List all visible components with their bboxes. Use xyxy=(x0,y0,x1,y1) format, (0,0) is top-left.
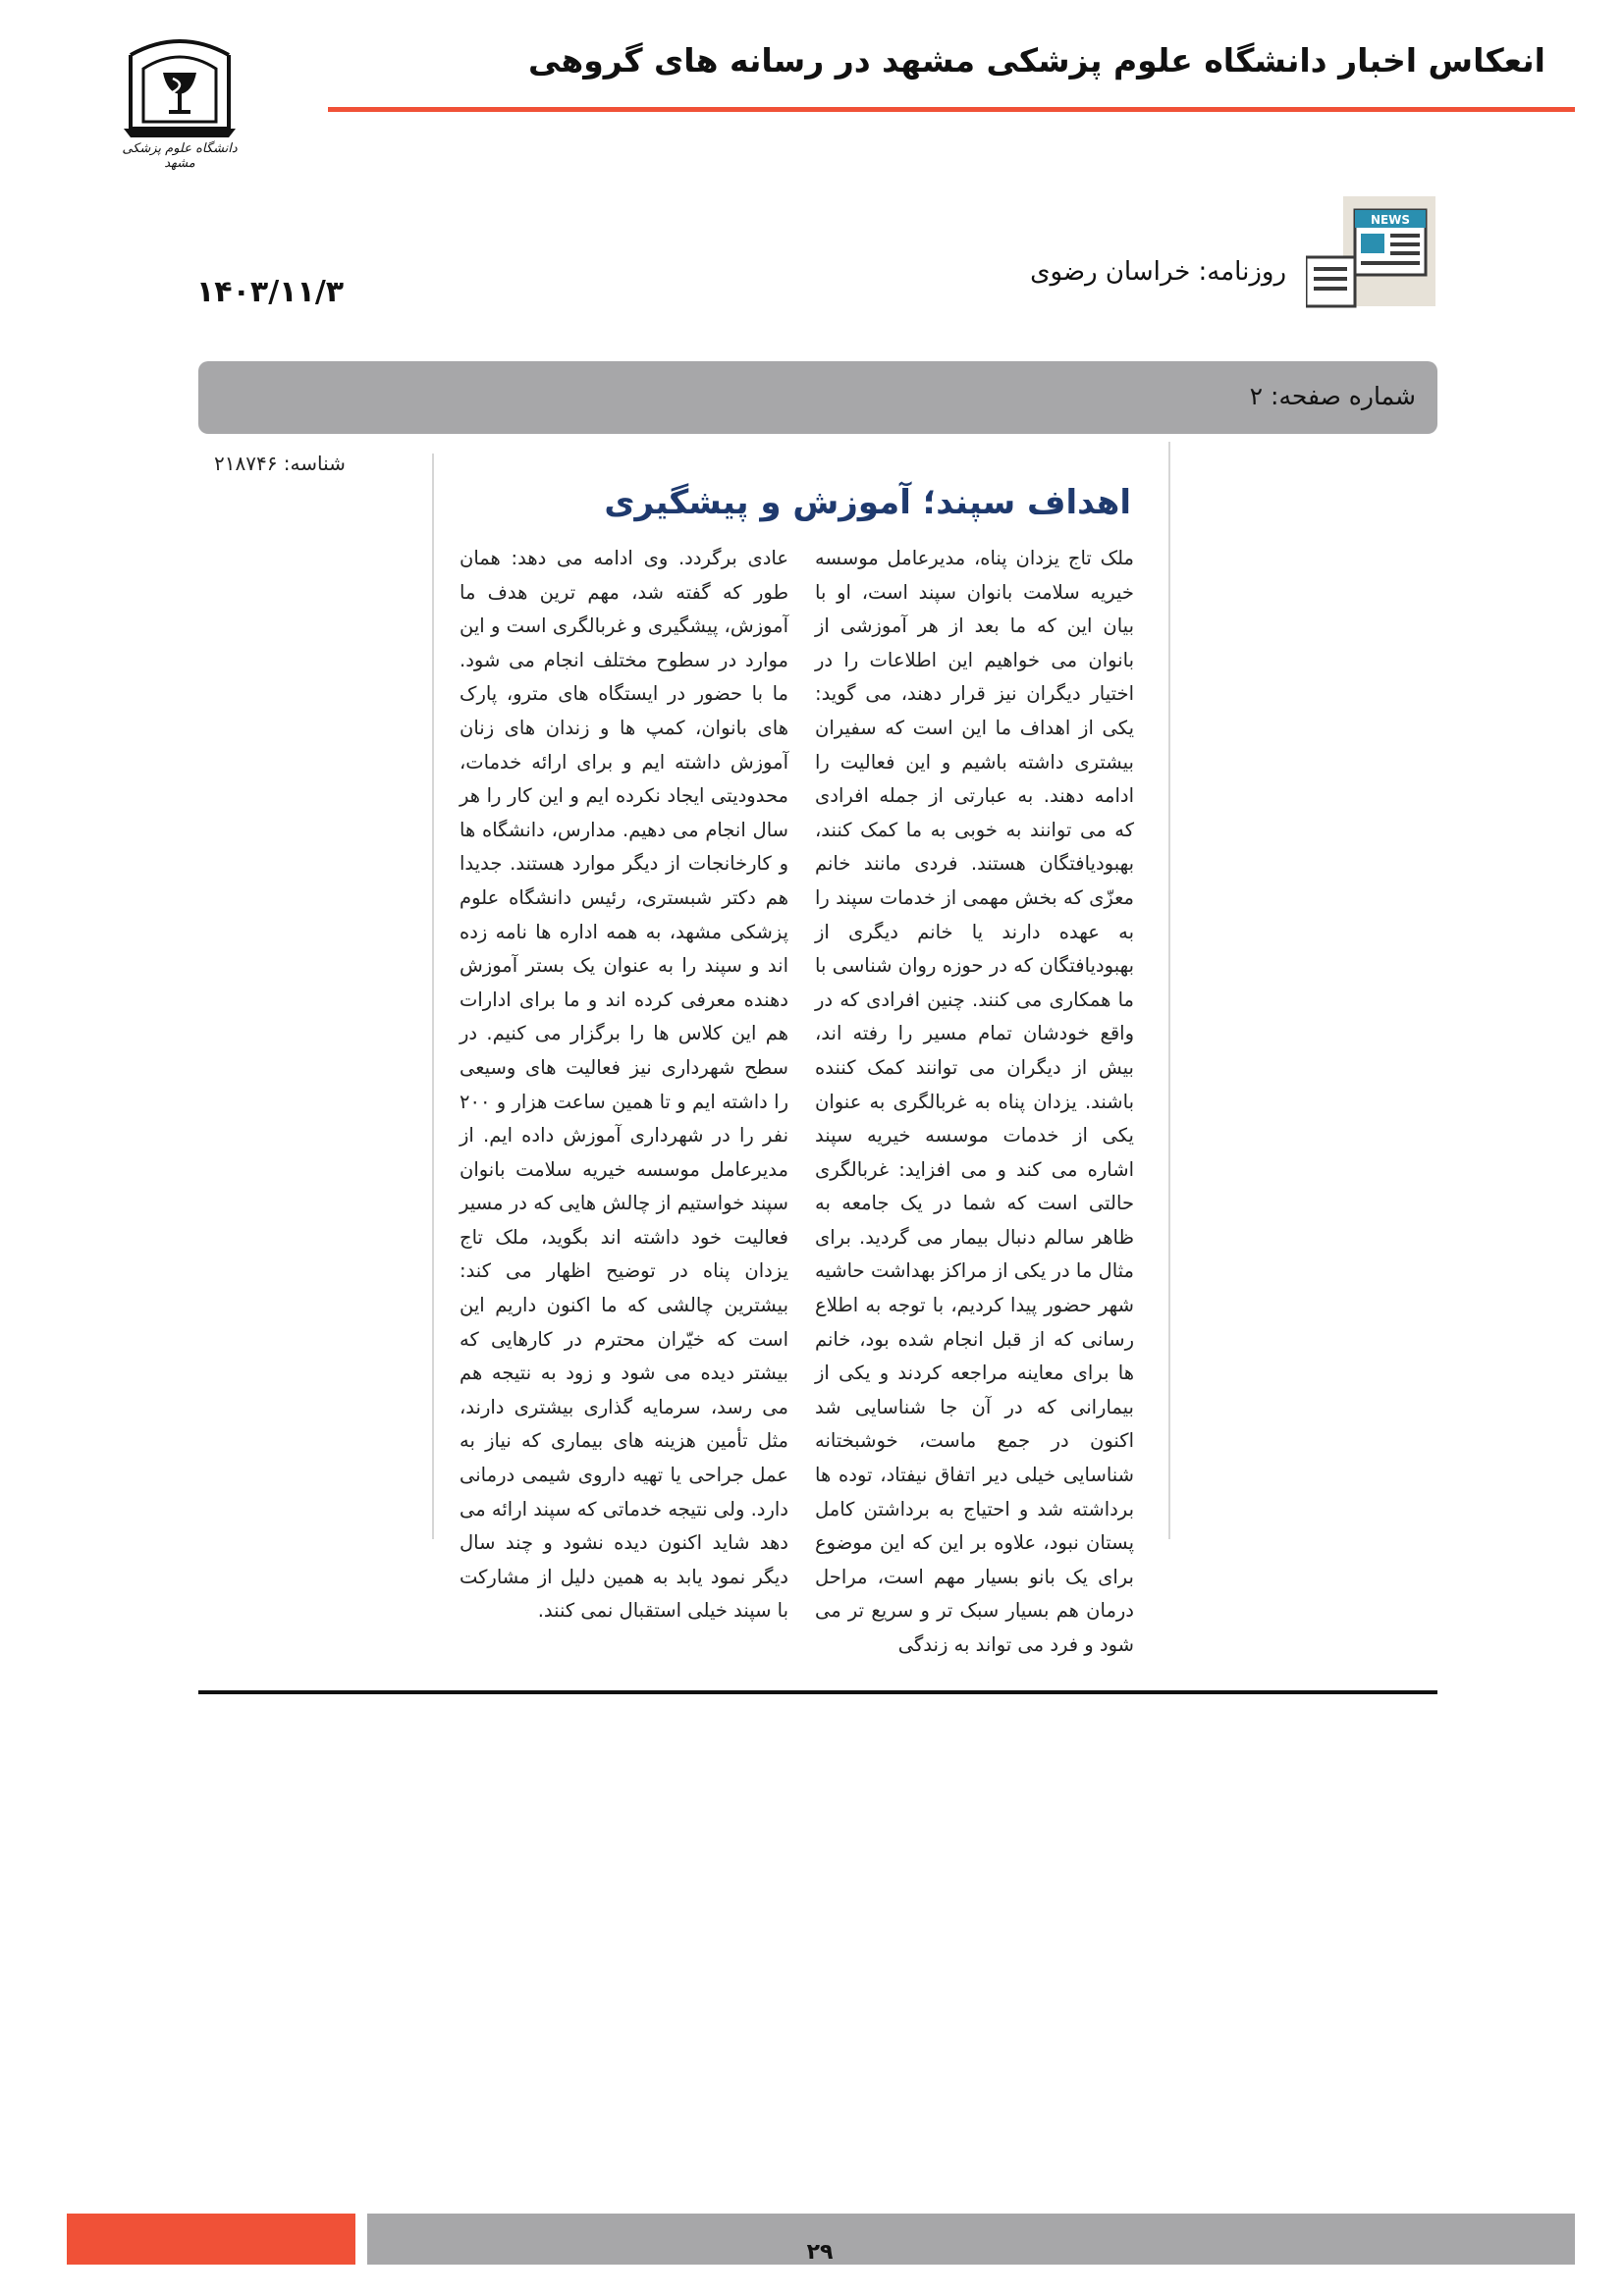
clip-border-right xyxy=(1168,442,1170,1539)
clip-identifier: شناسه: ۲۱۸۷۴۶ xyxy=(214,452,346,475)
header-divider xyxy=(328,107,1575,112)
article-title: اهداف سپند؛ آموزش و پیشگیری xyxy=(604,483,1131,522)
clip-border-left xyxy=(432,454,434,1539)
page-number-bar xyxy=(198,361,1437,434)
university-logo-text: دانشگاه علوم پزشکی مشهد xyxy=(122,141,238,171)
newspaper-icon xyxy=(1306,196,1435,309)
university-logo xyxy=(116,35,244,171)
article-column-right: ملک تاج یزدان پناه، مدیرعامل موسسه خیریه سلامت بانوان سپند است، او با بیان این که ما بعد از هر آموزشی از بانوان می خواهیم این اطلاعات را در اختیار دیگران نیز قرار دهند، می گوید: یکی از اهداف ما این است که سفیران بیشتری داشته باشیم و این فعالیت را ادامه دهند. به عبارتی از جمله افرادی که می توانند به خوبی به ما کمک کنند، بهبودیافتگان هستند. فردی مانند خانم معزّی که بخش مهمی از خدمات سپند را به عهده دارند یا خانم دیگری از بهبودیافتگان که در حوزه روان شناسی با ما همکاری می کنند. چنین افرادی که در واقع خودشان تمام مسیر را رفته اند، بیش از دیگران می توانند کمک کننده باشند. یزدان پناه به غربالگری به عنوان یکی از خدمات موسسه خیریه سپند اشاره می کند و می افزاید: غربالگری حالتی است که شما در یک جامعه به ظاهر سالم دنبال بیمار می گردید. برای مثال ما در یکی از مراکز بهداشت حاشیه شهر حضور پیدا کردیم، با توجه به اطلاع رسانی که از قبل انجام شده بود، خانم ها برای معاینه مراجعه کردند و یکی از بیمارانی که در آن جا شناسایی شد اکنون در جمع ماست، خوشبختانه شناسایی خیلی دیر اتفاق نیفتاد، توده ها برداشته شد و احتیاج به برداشتن کامل پستان نبود، علاوه بر این که این موضوع برای یک بانو بسیار مهم است، مراحل درمان هم بسیار سبک تر و سریع تر می شود و فرد می تواند به زندگی xyxy=(815,547,1134,1656)
issue-date: ۱۴۰۳/۱۱/۳ xyxy=(196,275,345,309)
footer-accent-bar xyxy=(67,2214,355,2265)
page-number-label: شماره صفحه: ۲ xyxy=(1249,382,1416,410)
news-icon-text: NEWS xyxy=(1370,213,1411,227)
content-bottom-divider xyxy=(198,1690,1437,1694)
page-header-title: انعکاس اخبار دانشگاه علوم پزشکی مشهد در رسانه های گروهی xyxy=(528,41,1545,80)
footer-bar xyxy=(367,2214,1575,2265)
footer-page-number: ۲۹ xyxy=(806,2240,834,2265)
newspaper-source: روزنامه: خراسان رضوی xyxy=(1030,257,1286,287)
article-column-left: عادی برگردد. وی ادامه می دهد: همان طور که گفته شد، مهم ترین هدف ما آموزش، پیشگیری و غربالگری است و این موارد در سطوح مختلف انجام می شود. ما با حضور در ایستگاه های مترو، پارک های بانوان، کمپ ها و زندان های زنان آموزش داشته ایم و برای ارائه خدمات، محدودیتی ایجاد نکرده ایم و این کار را هر سال انجام می دهیم. مدارس، دانشگاه ها و کارخانجات از دیگر موارد هستند. جدیدا هم دکتر شبستری، رئیس دانشگاه علوم پزشکی مشهد، به همه اداره ها نامه زده اند و سپند را به عنوان یک بستر آموزش دهنده معرفی کرده اند و ما برای ادارات هم این کلاس ها را برگزار می کنیم. در سطح شهرداری نیز فعالیت های وسیعی را داشته ایم و تا همین ساعت هزار و ۲۰۰ نفر را در شهرداری آموزش داده ایم. از مدیرعامل موسسه خیریه سلامت بانوان سپند خواستیم از چالش هایی که در مسیر فعالیت خود داشته اند بگوید، ملک تاج یزدان پناه در توضیح اظهار می کند: بیشترین چالشی که ما اکنون داریم این است که خیّران محترم در کارهایی که بیشتر دیده می شود و زود به نتیجه هم می رسد، سرمایه گذاری بیشتری دارند، مثل تأمین هزینه های بیماری که نیاز به عمل جراحی یا تهیه داروی شیمی درمانی دارد. ولی نتیجه خدماتی که سپند ارائه می دهد شاید اکنون دیده نشود و چند سال دیگر نمود یابد به همین دلیل از مشارکت با سپند خیلی استقبال نمی کنند. xyxy=(460,547,788,1623)
